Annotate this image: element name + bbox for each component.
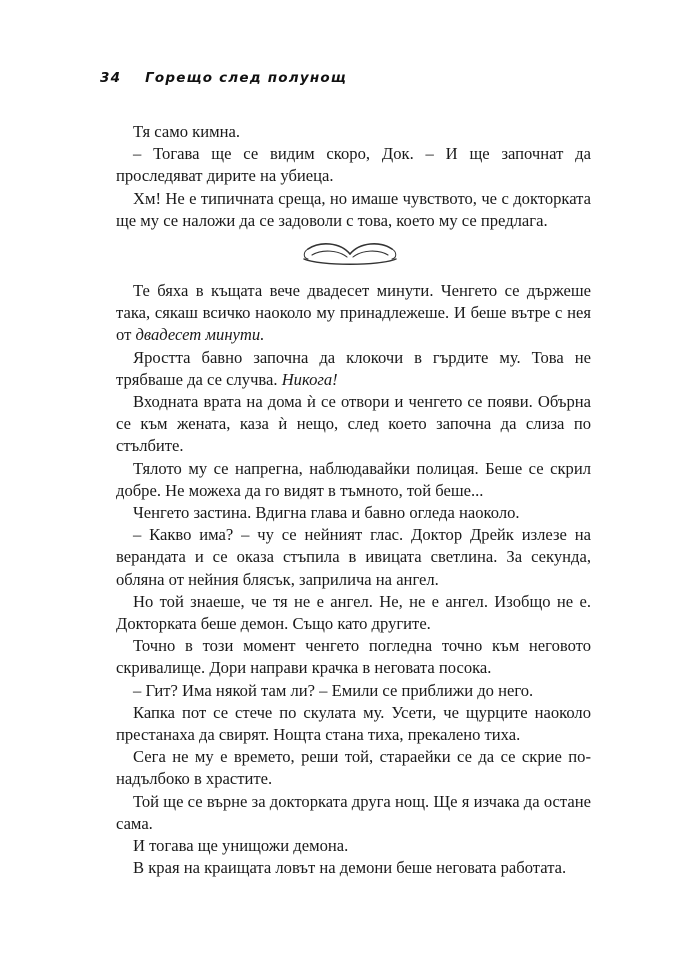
paragraph: – Тогава ще се видим скоро, Док. – И ще започнат да проследяват дирите на убиеца.: [116, 144, 591, 186]
paragraph: Яростта бавно започна да клокочи в гърдите му. Това не трябваше да се случва. Никога!: [116, 347, 591, 389]
paragraph: Тя само кимна.: [133, 122, 241, 141]
paragraph: Входната врата на дома ѝ се отвори и ченгето се появи. Обърна се към жената, каза ѝ нещо, след което започна да слиза по стълбите.: [116, 392, 591, 456]
paragraph: – Какво има? – чу се нейният глас. Доктор Дрейк излезе на верандата и се оказа стъпила в ивицата светлина. За секунда, обляна от нейния блясък, заприлича на ангел.: [116, 525, 591, 589]
paragraph: И тогава ще унищожи демона.: [133, 836, 349, 856]
paragraph: Те бяха в къщата вече двадесет минути. Ченгето се държеше така, сякаш всичко наоколо му принадлежеше. И беше вътре с нея от двадесет минути.: [116, 281, 591, 345]
paragraph: Точно в този момент ченгето погледна точно към неговото скривалище. Дори направи крачка в неговата посока.: [116, 636, 591, 678]
text-block-before-break: [116, 121, 591, 232]
paragraph: Но той знаеше, че тя не е ангел. Не, не е ангел. Изобщо не е. Докторката беше демон. Също като другите.: [116, 591, 591, 634]
paragraph: Той ще се върне за докторката друга нощ. Ще я изчака да остане сама.: [116, 791, 591, 833]
text-block-after-break: [116, 280, 591, 879]
paragraph: – Гит? Има някой там ли? – Емили се приближи до него.: [133, 680, 534, 700]
paragraph: Капка пот се стече по скулата му. Усети, че щурците наоколо престанаха да свирят. Нощта стана тиха, прекалено тиха.: [116, 702, 591, 745]
paragraph: Тялото му се напрегна, наблюдавайки полицая. Беше се скрил добре. Не можеха да го видят в тъмното, той беше...: [116, 458, 591, 500]
paragraph: Хм! Не е типичната среща, но имаше чувството, че с докторката ще му се наложи да се задоволи с това, което му се предлага.: [116, 188, 591, 230]
page-number: 34: [100, 70, 122, 86]
running-header: [100, 70, 347, 86]
paragraph: Сега не му е времето, реши той, старaейки се да се скрие по-надълбоко в храстите.: [116, 747, 591, 789]
paragraph: В края на краищата ловът на демони беше неговата работата.: [133, 858, 567, 878]
flourish-divider-icon: [300, 237, 400, 273]
paragraph: Ченгето застина. Вдигна глава и бавно огледа наоколо.: [133, 503, 520, 523]
running-title: Горещо след полунощ: [145, 70, 347, 86]
